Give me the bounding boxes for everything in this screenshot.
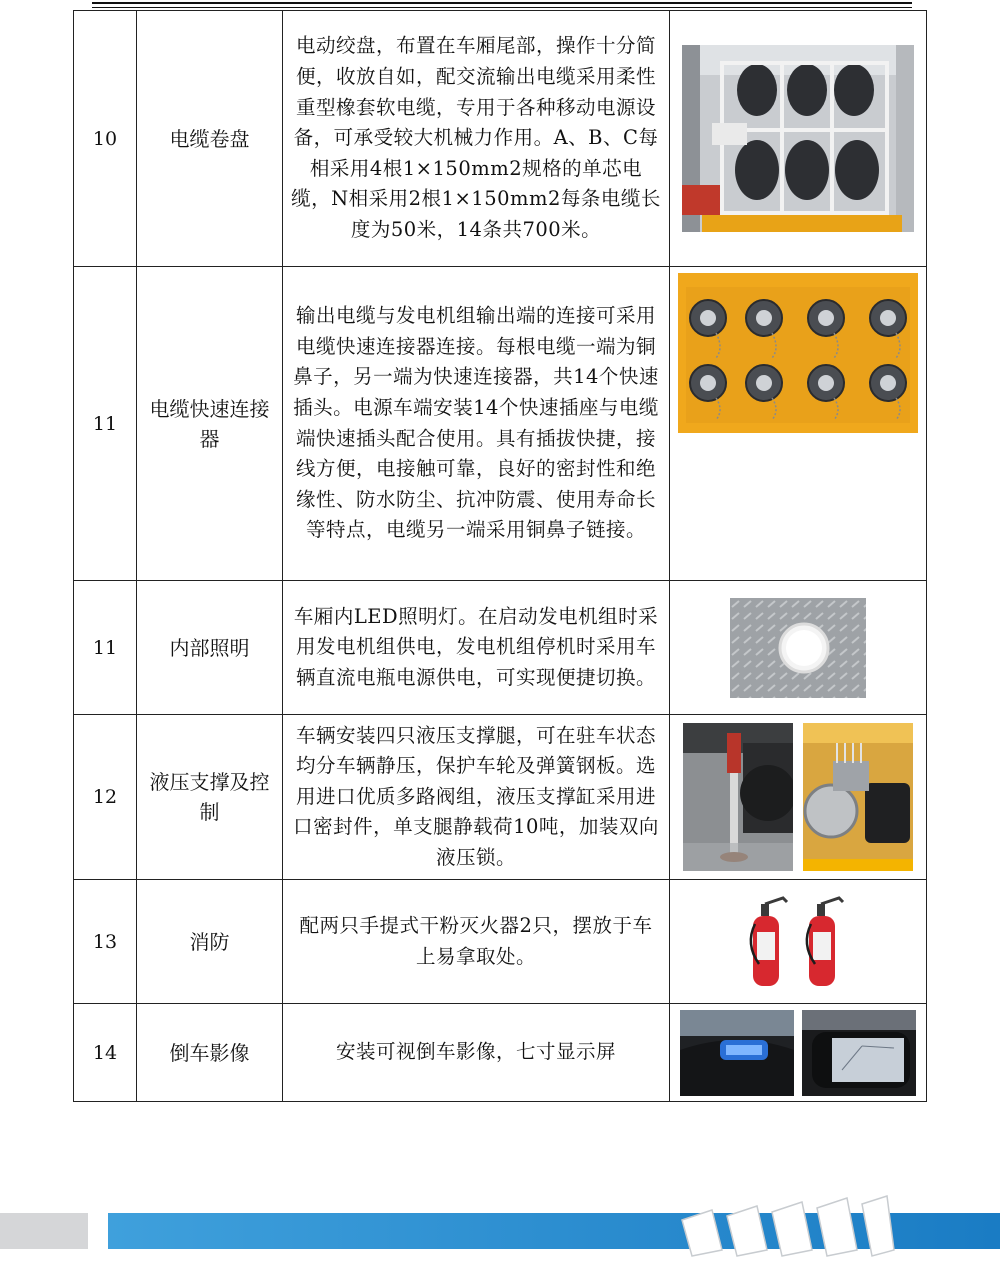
table-row: [74, 880, 927, 1004]
hydraulic-valve-photo: [803, 723, 913, 871]
item-description: 安装可视倒车影像，七寸显示屏: [283, 1004, 670, 1102]
table-row: [74, 1004, 927, 1102]
footer-gray-block: [0, 1213, 88, 1249]
fire-extinguisher-photo: [743, 894, 853, 989]
table-row: [74, 715, 927, 880]
table-row: [74, 581, 927, 715]
row-number: 11: [74, 267, 137, 581]
item-description: 输出电缆与发电机组输出端的连接可采用电缆快速连接器连接。每根电缆一端为铜鼻子，另一端为快速连接器，共14个快速插头。电源车端安装14个快速插座与电缆端快速插头配合使用。具有插拔快捷，接线方便，电接触可靠，良好的密封性和绝缘性、防水防尘、抗冲防震、使用寿命长等特点，电缆另一端采用铜鼻子链接。: [283, 267, 670, 581]
quick-connector-photo: [678, 273, 918, 433]
item-name: 电缆卷盘: [137, 11, 283, 267]
row-number: 12: [74, 715, 137, 880]
header-rule-thick: [92, 2, 912, 4]
footer-chevron-logo: [672, 1190, 902, 1260]
cable-reel-photo: [682, 45, 914, 232]
item-description: 配两只手提式干粉灭火器2只，摆放于车上易拿取处。: [283, 880, 670, 1004]
mirror-monitor-photo: [802, 1010, 916, 1096]
item-name: 内部照明: [137, 581, 283, 715]
spec-table: [73, 10, 927, 1102]
row-number: 13: [74, 880, 137, 1004]
item-description: 电动绞盘，布置在车厢尾部，操作十分简便，收放自如，配交流输出电缆采用柔性重型橡套软电缆，专用于各种移动电源设备，可承受较大机械力作用。A、B、C每相采用4根1×150mm2规格的单芯电缆，N相采用2根1×150mm2每条电缆长度为50米，14条共700米。: [283, 11, 670, 267]
led-light-photo: [730, 598, 866, 698]
item-name: 倒车影像: [137, 1004, 283, 1102]
item-name: 电缆快速连接器: [137, 267, 283, 581]
header-rule-thin: [92, 7, 912, 8]
item-description: 车辆安装四只液压支撑腿，可在驻车状态均分车辆静压，保护车轮及弹簧钢板。选用进口优质多路阀组，液压支撑缸采用进口密封件，单支腿静载荷10吨，加装双向液压锁。: [283, 715, 670, 880]
row-number: 14: [74, 1004, 137, 1102]
row-number: 11: [74, 581, 137, 715]
item-name: 消防: [137, 880, 283, 1004]
item-description: 车厢内LED照明灯。在启动发电机组时采用发电机组供电，发电机组停机时采用车辆直流电瓶电源供电，可实现便捷切换。: [283, 581, 670, 715]
item-name: 液压支撑及控制: [137, 715, 283, 880]
dash-display-photo: [680, 1010, 794, 1096]
hydraulic-leg-photo: [683, 723, 793, 871]
table-row: [74, 11, 927, 267]
row-number: 10: [74, 11, 137, 267]
table-row: [74, 267, 927, 581]
